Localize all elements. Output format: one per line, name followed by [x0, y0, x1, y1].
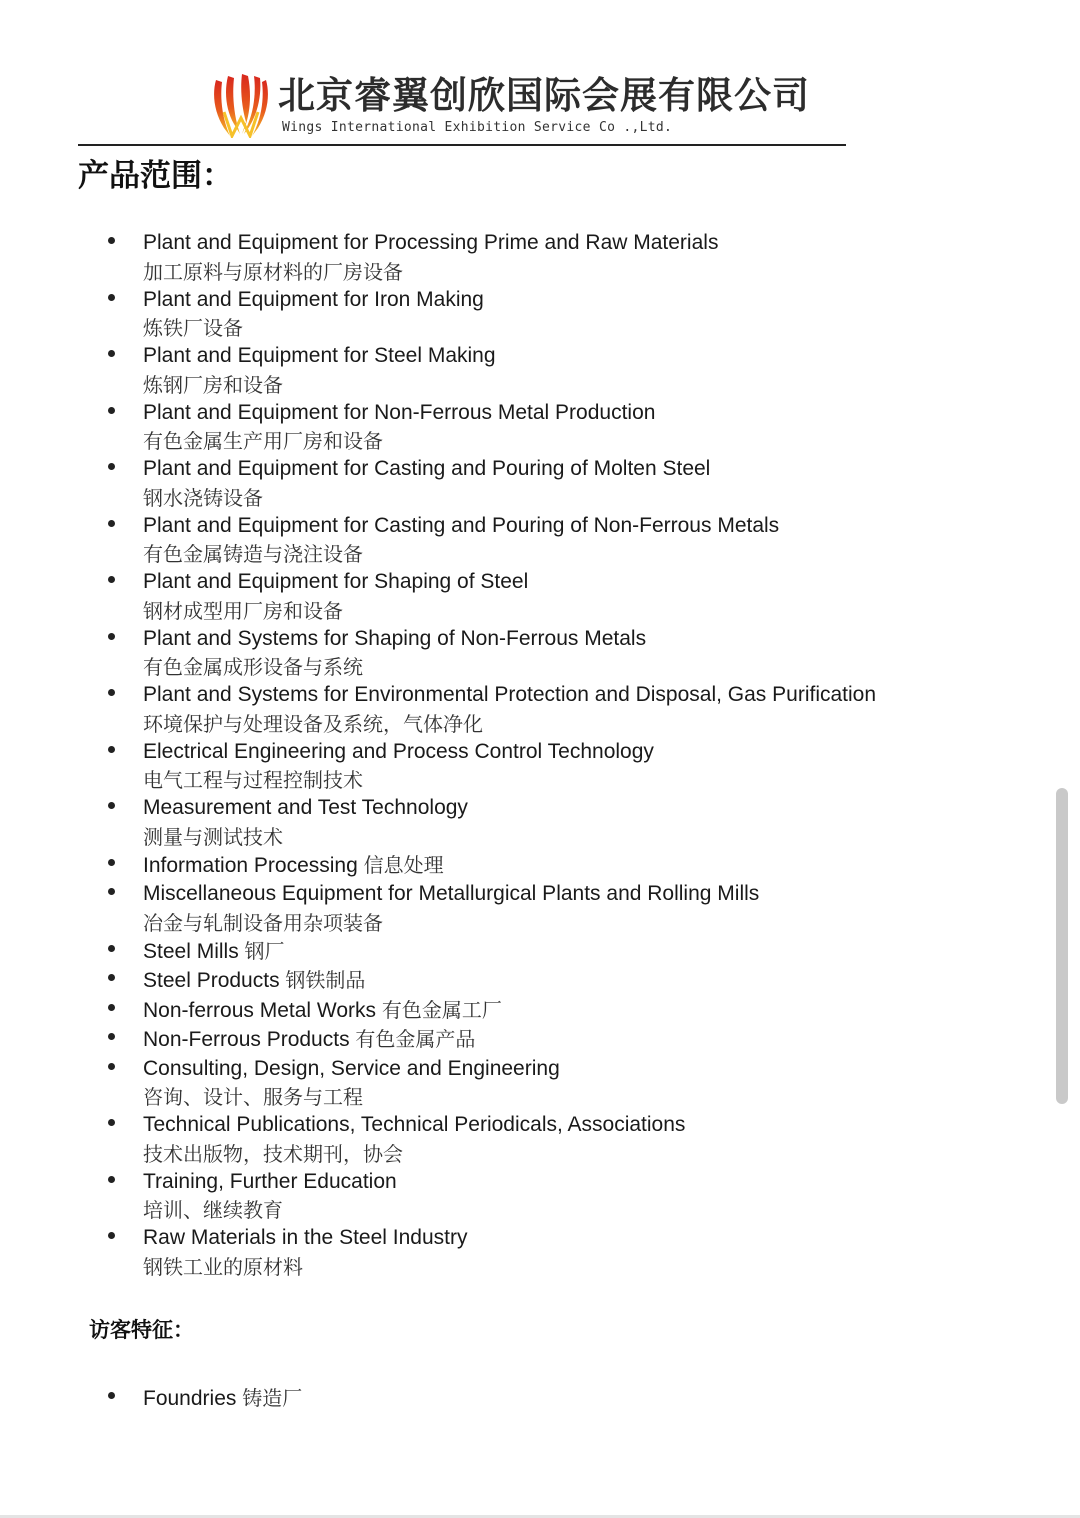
bullet-icon	[108, 859, 115, 866]
item-en-text: Information Processing	[143, 853, 358, 877]
item-en-text: Steel Products	[143, 969, 280, 992]
item-en: Training, Further Education	[143, 1169, 397, 1193]
item-en: Plant and Systems for Shaping of Non-Ferrous Metals	[143, 626, 647, 650]
bullet-icon	[108, 350, 115, 357]
item-en	[143, 1384, 302, 1414]
item-en: Consulting, Design, Service and Engineering	[143, 1056, 560, 1080]
bullet-icon	[108, 237, 115, 244]
scrollbar-thumb[interactable]	[1056, 788, 1068, 1104]
bullet-icon	[108, 1063, 115, 1070]
bullet-icon	[108, 1119, 115, 1126]
list-item	[0, 794, 876, 851]
item-en: Plant and Equipment for Iron Making	[143, 287, 484, 311]
item-en-text: Non-ferrous Metal Works	[143, 998, 377, 1022]
item-cn: 电气工程与过程控制技术	[143, 768, 363, 792]
visitor-profile-list	[0, 1384, 302, 1414]
item-cn-inline: 有色金属产品	[355, 1027, 476, 1051]
item-en: Electrical Engineering and Process Control Technology	[143, 739, 654, 763]
company-header	[210, 72, 810, 140]
company-name-cn: 北京睿翼创欣国际会展有限公司	[278, 74, 810, 117]
list-item	[0, 1384, 302, 1414]
item-cn: 测量与测试技术	[143, 824, 283, 849]
header-divider	[78, 144, 846, 146]
list-item	[0, 1111, 876, 1168]
bullet-icon	[108, 945, 115, 952]
bullet-icon	[108, 1033, 115, 1040]
item-en: Plant and Equipment for Casting and Pouring of Molten Steel	[143, 457, 711, 480]
item-en-text: Non-Ferrous Products	[143, 1028, 350, 1051]
item-en: Miscellaneous Equipment for Metallurgical Plants and Rolling Mills	[143, 882, 760, 905]
item-cn: 咨询、设计、服务与工程	[143, 1085, 363, 1109]
bullet-icon	[108, 576, 115, 583]
product-scope-list	[0, 229, 876, 1281]
item-cn: 培训、继续教育	[143, 1198, 283, 1222]
item-en	[143, 996, 876, 1026]
list-item	[0, 996, 876, 1026]
item-cn: 技术出版物，技术期刊，协会	[143, 1141, 403, 1166]
item-en	[143, 937, 876, 967]
bullet-icon	[108, 1392, 115, 1399]
item-en	[143, 851, 876, 881]
list-item	[0, 229, 876, 286]
list-item	[0, 568, 876, 625]
item-cn-inline: 钢铁制品	[285, 968, 366, 992]
list-item	[0, 880, 876, 937]
list-item	[0, 1055, 876, 1112]
item-cn: 冶金与轧制设备用杂项装备	[143, 910, 383, 935]
list-item	[0, 937, 876, 967]
list-item	[0, 966, 876, 996]
item-en: Plant and Equipment for Steel Making	[143, 344, 496, 367]
list-item	[0, 342, 876, 399]
item-en: Plant and Equipment for Processing Prime and Raw Materials	[143, 231, 719, 254]
item-cn-inline: 铸造厂	[242, 1386, 303, 1410]
list-item	[0, 625, 876, 682]
list-item	[0, 1025, 876, 1055]
bullet-icon	[108, 888, 115, 895]
item-cn: 加工原料与原材料的厂房设备	[143, 259, 403, 284]
list-item	[0, 512, 876, 569]
bullet-icon	[108, 1004, 115, 1011]
item-en	[143, 966, 876, 996]
item-cn: 钢材成型用厂房和设备	[143, 598, 343, 623]
item-en: Plant and Systems for Environmental Protection and Disposal, Gas Purification	[143, 683, 877, 706]
item-en: Plant and Equipment for Shaping of Steel	[143, 570, 529, 593]
item-en-text: Steel Mills	[143, 939, 239, 963]
item-cn: 有色金属铸造与浇注设备	[143, 542, 363, 566]
list-item	[0, 681, 876, 738]
item-cn-inline: 钢厂	[244, 938, 285, 963]
bullet-icon	[108, 633, 115, 640]
company-name-en: Wings International Exhibition Service Co .,Ltd.	[282, 120, 673, 135]
bullet-icon	[108, 689, 115, 696]
product-scope-heading: 产品范围：	[78, 158, 233, 194]
bullet-icon	[108, 520, 115, 527]
item-cn: 有色金属成形设备与系统	[143, 655, 363, 679]
item-cn-inline: 有色金属工厂	[381, 997, 502, 1022]
item-en: Technical Publications, Technical Periodicals, Associations	[143, 1113, 686, 1136]
bullet-icon	[108, 1176, 115, 1183]
list-item	[0, 399, 876, 456]
list-item	[0, 1168, 876, 1225]
item-en	[143, 1025, 876, 1055]
item-cn: 有色金属生产用厂房和设备	[143, 429, 383, 453]
list-item	[0, 851, 876, 881]
item-cn: 环境保护与处理设备及系统，气体净化	[143, 711, 483, 736]
list-item	[0, 455, 876, 512]
item-cn: 炼钢厂房和设备	[143, 372, 283, 397]
item-cn-inline: 信息处理	[363, 852, 444, 877]
list-item	[0, 286, 876, 343]
bullet-icon	[108, 1232, 115, 1239]
list-item	[0, 1224, 876, 1281]
item-en: Plant and Equipment for Non-Ferrous Metal Production	[143, 400, 656, 424]
bullet-icon	[108, 746, 115, 753]
item-en: Plant and Equipment for Casting and Pouring of Non-Ferrous Metals	[143, 513, 780, 537]
company-logo-icon	[210, 72, 272, 138]
item-en-text: Foundries	[143, 1387, 237, 1410]
item-en: Raw Materials in the Steel Industry	[143, 1226, 468, 1249]
item-cn: 钢水浇铸设备	[143, 485, 263, 510]
item-cn: 炼铁厂设备	[143, 316, 243, 340]
item-en: Measurement and Test Technology	[143, 796, 468, 819]
bullet-icon	[108, 463, 115, 470]
list-item	[0, 738, 876, 795]
bullet-icon	[108, 974, 115, 981]
bullet-icon	[108, 407, 115, 414]
item-cn: 钢铁工业的原材料	[143, 1254, 303, 1279]
visitor-profile-heading: 访客特征：	[89, 1317, 194, 1342]
bullet-icon	[108, 294, 115, 301]
bullet-icon	[108, 802, 115, 809]
